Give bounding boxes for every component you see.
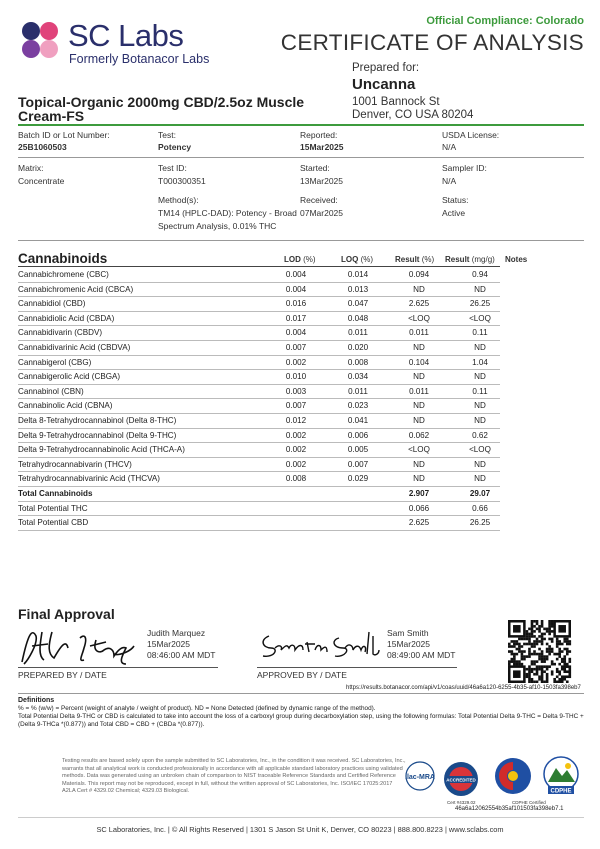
analyte-name: Delta 9-Tetrahydrocannabinol (Delta 9-THC)	[18, 430, 177, 440]
footer-divider	[18, 817, 584, 818]
result-pct-cell: 0.094	[408, 270, 430, 279]
approver-2-block	[387, 628, 456, 661]
table-row	[18, 471, 500, 487]
lod-cell: 0.004	[285, 284, 307, 294]
sampler-value: N/A	[442, 176, 457, 186]
result-pct-cell: 2.625	[408, 518, 430, 528]
usda-label: USDA License:	[442, 130, 500, 140]
result-mg-cell: 26.25	[469, 518, 491, 528]
result-pct-cell: ND	[413, 416, 425, 425]
result-mg-cell: 1.04	[472, 357, 488, 367]
qr-code-icon[interactable]	[499, 620, 581, 683]
analyte-name: Delta 8-Tetrahydrocannabinol (Delta 8-THC)	[18, 416, 177, 425]
analyte-name: Delta 9-Tetrahydrocannabinolic Acid (THCA-A)	[18, 445, 185, 455]
result-pct-cell: ND	[413, 474, 425, 484]
notes-header: Notes	[505, 255, 528, 264]
loq-cell: 0.047	[347, 299, 369, 309]
table-row	[18, 442, 500, 458]
lod-cell: 0.016	[285, 299, 307, 309]
result-mg-cell: ND	[474, 416, 486, 425]
usda-value: N/A	[442, 142, 457, 152]
method-value-line2: Spectrum Analysis, 0.01% THC	[158, 221, 277, 231]
reported-label: Reported:	[300, 130, 338, 140]
loq-header: LOQ (%)	[341, 255, 374, 264]
signature-1-icon	[18, 624, 138, 668]
loq-cell: 0.007	[347, 459, 369, 469]
analyte-name: Total Potential THC	[18, 503, 88, 513]
product-name: Topical-Organic 2000mg CBD/2.5oz Muscle Cream-FS	[18, 94, 305, 124]
lod-cell: 0.017	[285, 313, 307, 323]
table-row	[18, 384, 500, 400]
approval-divider	[18, 693, 584, 694]
lod-cell: 0.003	[285, 386, 307, 396]
client-name: Uncanna	[352, 76, 416, 93]
compliance-label: Official Compliance: Colorado	[426, 15, 584, 27]
document-title: CERTIFICATE OF ANALYSIS	[280, 30, 584, 55]
definitions-line2: Total Potential Delta 9-THC or CBD is calculated to take into account the loss of a carboxyl group during decarboxylation step, using the following formulas: Total Potential Delta 9-THC = Delta 9-THC + (Delta 9-THCa *(0.877)) and Total CBD = CBD + (CBDa *(0.877)).	[18, 712, 584, 728]
result-mg-cell: 0.66	[472, 503, 488, 513]
result-pct-cell: ND	[413, 401, 425, 411]
status-label: Status:	[442, 195, 469, 205]
loq-cell: 0.048	[347, 313, 369, 323]
started-value: 13Mar2025	[300, 176, 344, 186]
result-mg-cell: 0.11	[472, 328, 488, 338]
svg-text:ilac-MRA: ilac-MRA	[405, 774, 435, 781]
method-label: Method(s):	[158, 195, 199, 205]
result-pct-cell: ND	[413, 459, 425, 469]
loq-cell: 0.006	[347, 430, 369, 440]
table-row	[18, 282, 500, 298]
result-pct-cell: 0.011	[409, 328, 429, 338]
analyte-name: Cannabidivarin (CBDV)	[18, 328, 103, 338]
result-pct-cell: 2.907	[408, 489, 430, 498]
table-row	[18, 428, 500, 444]
analyte-name: Total Potential CBD	[18, 518, 89, 528]
coa-url[interactable]: https://results.botanacor.com/api/v1/coas/uuid/46a6a120-6255-4b35-af10-1503fa398eb7	[346, 685, 581, 691]
lod-cell: 0.004	[285, 270, 307, 279]
loq-cell: 0.011	[348, 386, 368, 396]
test-value: Potency	[158, 142, 192, 152]
client-address-line1: 1001 Bannock St	[352, 96, 440, 108]
cannabinoids-title: Cannabinoids	[18, 251, 108, 266]
table-row	[18, 369, 500, 385]
analyte-name: Tetrahydrocannabivarin (THCV)	[18, 459, 132, 469]
loq-cell: 0.034	[347, 372, 369, 382]
analyte-name: Cannabigerolic Acid (CBGA)	[18, 372, 121, 382]
result-mg-cell: <LOQ	[469, 445, 491, 455]
a2la-accredited-icon	[442, 760, 480, 798]
test-label: Test:	[158, 130, 176, 140]
loq-cell: 0.020	[347, 343, 369, 352]
result-mg-cell: 0.11	[472, 386, 488, 396]
result-pct-cell: 0.066	[408, 503, 430, 513]
analyte-name: Cannabichromene (CBC)	[18, 270, 109, 279]
footer-text: SC Laboratories, Inc. | © All Rights Reserved | 1301 S Jason St Unit K, Denver, CO 80223 | 888.800.8223 | www.sclabs.com	[96, 825, 504, 834]
analyte-name: Tetrahydrocannabivarinic Acid (THCVA)	[18, 474, 160, 484]
loq-cell: 0.013	[347, 284, 369, 294]
result-mg-cell: ND	[474, 372, 486, 382]
approver-1-date: 15Mar2025	[147, 639, 191, 649]
loq-cell: 0.029	[347, 474, 369, 484]
table-row	[18, 311, 500, 327]
signature-2-icon	[257, 626, 381, 664]
approver-2-date: 15Mar2025	[387, 639, 431, 649]
result-pct-cell: ND	[413, 372, 425, 382]
brand-name: SC Labs	[68, 18, 184, 53]
analyte-name: Cannabichromenic Acid (CBCA)	[18, 284, 134, 294]
result-mg-cell: 26.25	[469, 299, 491, 309]
lod-cell: 0.012	[285, 416, 307, 425]
cdphe-logo-icon	[540, 756, 582, 796]
result-mg-cell: ND	[474, 284, 486, 294]
lod-cell: 0.002	[285, 430, 307, 440]
prepared-by-label: PREPARED BY / DATE	[18, 670, 107, 680]
table-row	[18, 457, 500, 473]
started-label: Started:	[300, 163, 330, 173]
cdphe-certified-label: CDPHE Certified	[512, 800, 546, 805]
received-label: Received:	[300, 195, 338, 205]
disclaimer-text: Testing results are based solely upon the sample submitted to SC Laboratories, Inc., in the condition it was received. SC Laboratories, Inc., warrants that all analytical work is conducted professionally in accordance with all applicable standard laboratory practices using validated methods. Data was generated using an unbroken chain of comparison to NIST traceable Reference Standards and Certified Reference Materials. This report may not be reproduced, except in full, without the written approval of SC Laboratories, Inc. ISO/IEC 17025:2017 A2LA Cert # 4329.02 Chemical; 4329.03 Biological.	[62, 758, 406, 794]
table-row	[18, 515, 500, 531]
document-uuid: 46a6a12062554b35af101503fa398eb7.1	[455, 806, 564, 812]
svg-text:ACCREDITED: ACCREDITED	[446, 777, 476, 783]
result-pct-header: Result (%)	[395, 255, 435, 264]
table-row	[18, 413, 500, 429]
lod-cell: 0.004	[285, 328, 307, 338]
analyte-name: Cannabidivarinic Acid (CBDVA)	[18, 343, 131, 352]
header-divider	[18, 124, 584, 126]
lod-cell: 0.010	[285, 372, 307, 382]
loq-cell: 0.011	[348, 328, 368, 338]
prepared-signature-line	[18, 667, 218, 668]
approver-1-block	[147, 628, 216, 661]
table-row	[18, 398, 500, 414]
table-row	[18, 486, 500, 502]
analyte-name: Cannabinolic Acid (CBNA)	[18, 401, 113, 411]
result-mg-cell: ND	[474, 459, 486, 469]
method-value-line1: TM14 (HPLC-DAD): Potency - Broad	[158, 208, 297, 218]
lod-header: LOD (%)	[284, 255, 316, 264]
result-pct-cell: ND	[413, 343, 425, 352]
result-pct-cell: <LOQ	[408, 313, 430, 323]
ilac-mra-logo-icon	[404, 760, 436, 796]
result-pct-cell: ND	[413, 284, 425, 294]
reported-value: 15Mar2025	[300, 142, 344, 152]
table-row	[18, 340, 500, 356]
table-row	[18, 501, 500, 517]
svg-text:CDPHE: CDPHE	[550, 788, 572, 795]
colorado-logo-icon	[493, 756, 533, 796]
result-pct-cell: <LOQ	[408, 445, 430, 455]
testid-value: T000300351	[158, 176, 206, 186]
table-row	[18, 296, 500, 312]
definitions-line1: % = % (w/w) = Percent (weight of analyte / weight of product). ND = None Detected (defined by dynamic range of the method).	[18, 705, 376, 712]
table-row	[18, 325, 500, 341]
sc-labs-logo-icon	[18, 18, 62, 62]
approver-2-time: 08:49:00 AM MDT	[387, 650, 456, 660]
loq-cell: 0.008	[347, 357, 369, 367]
approver-1-time: 08:46:00 AM MDT	[147, 650, 216, 660]
analyte-name: Cannabidiolic Acid (CBDA)	[18, 313, 115, 323]
field-divider	[18, 157, 584, 158]
result-pct-cell: 0.011	[409, 386, 429, 396]
lod-cell: 0.007	[285, 343, 307, 352]
loq-cell: 0.041	[347, 416, 369, 425]
loq-cell: 0.023	[347, 401, 369, 411]
table-row	[18, 267, 500, 283]
approved-signature-line	[257, 667, 457, 668]
loq-cell: 0.005	[347, 445, 369, 455]
a2la-cert-label: Cert #4329.02	[447, 800, 476, 805]
brand-subtitle: Formerly Botanacor Labs	[69, 52, 210, 66]
client-address	[352, 96, 473, 122]
testid-label: Test ID:	[158, 163, 187, 173]
result-pct-cell: 0.104	[408, 357, 430, 367]
matrix-label: Matrix:	[18, 163, 44, 173]
client-address-line2: Denver, CO USA 80204	[352, 109, 474, 121]
lod-cell: 0.002	[285, 357, 307, 367]
result-pct-cell: 0.062	[408, 430, 430, 440]
lod-cell: 0.002	[285, 445, 307, 455]
approver-1-name: Judith Marquez	[147, 628, 206, 638]
result-mg-cell: 0.62	[472, 430, 488, 440]
result-pct-cell: 2.625	[408, 299, 430, 309]
lod-cell: 0.002	[285, 459, 307, 469]
prepared-for-label: Prepared for:	[352, 62, 420, 74]
analyte-name: Cannabigerol (CBG)	[18, 357, 92, 367]
received-value: 07Mar2025	[300, 208, 344, 218]
definitions-text	[18, 705, 584, 728]
result-mg-cell: 29.07	[469, 489, 491, 498]
result-mg-header: Result (mg/g)	[445, 255, 495, 264]
analyte-name: Cannabinol (CBN)	[18, 386, 84, 396]
final-approval-title: Final Approval	[18, 606, 115, 622]
result-mg-cell: <LOQ	[469, 313, 491, 323]
approved-by-label: APPROVED BY / DATE	[257, 670, 347, 680]
result-mg-cell: ND	[474, 401, 486, 411]
loq-cell: 0.014	[347, 270, 369, 279]
result-mg-cell: ND	[474, 343, 486, 352]
lod-cell: 0.007	[285, 401, 307, 411]
result-mg-cell: ND	[474, 474, 486, 484]
definitions-title: Definitions	[18, 697, 55, 704]
matrix-value: Concentrate	[18, 176, 65, 186]
batch-label: Batch ID or Lot Number:	[18, 130, 110, 140]
status-value: Active	[442, 208, 466, 218]
analyte-name: Total Cannabinoids	[18, 489, 93, 498]
table-row	[18, 355, 500, 371]
approver-2-name: Sam Smith	[387, 628, 429, 638]
lod-cell: 0.008	[285, 474, 307, 484]
batch-value: 25B1060503	[18, 142, 67, 152]
result-mg-cell: 0.94	[472, 270, 488, 279]
analyte-name: Cannabidiol (CBD)	[18, 299, 86, 309]
sampler-label: Sampler ID:	[442, 163, 487, 173]
section-divider	[18, 240, 584, 241]
